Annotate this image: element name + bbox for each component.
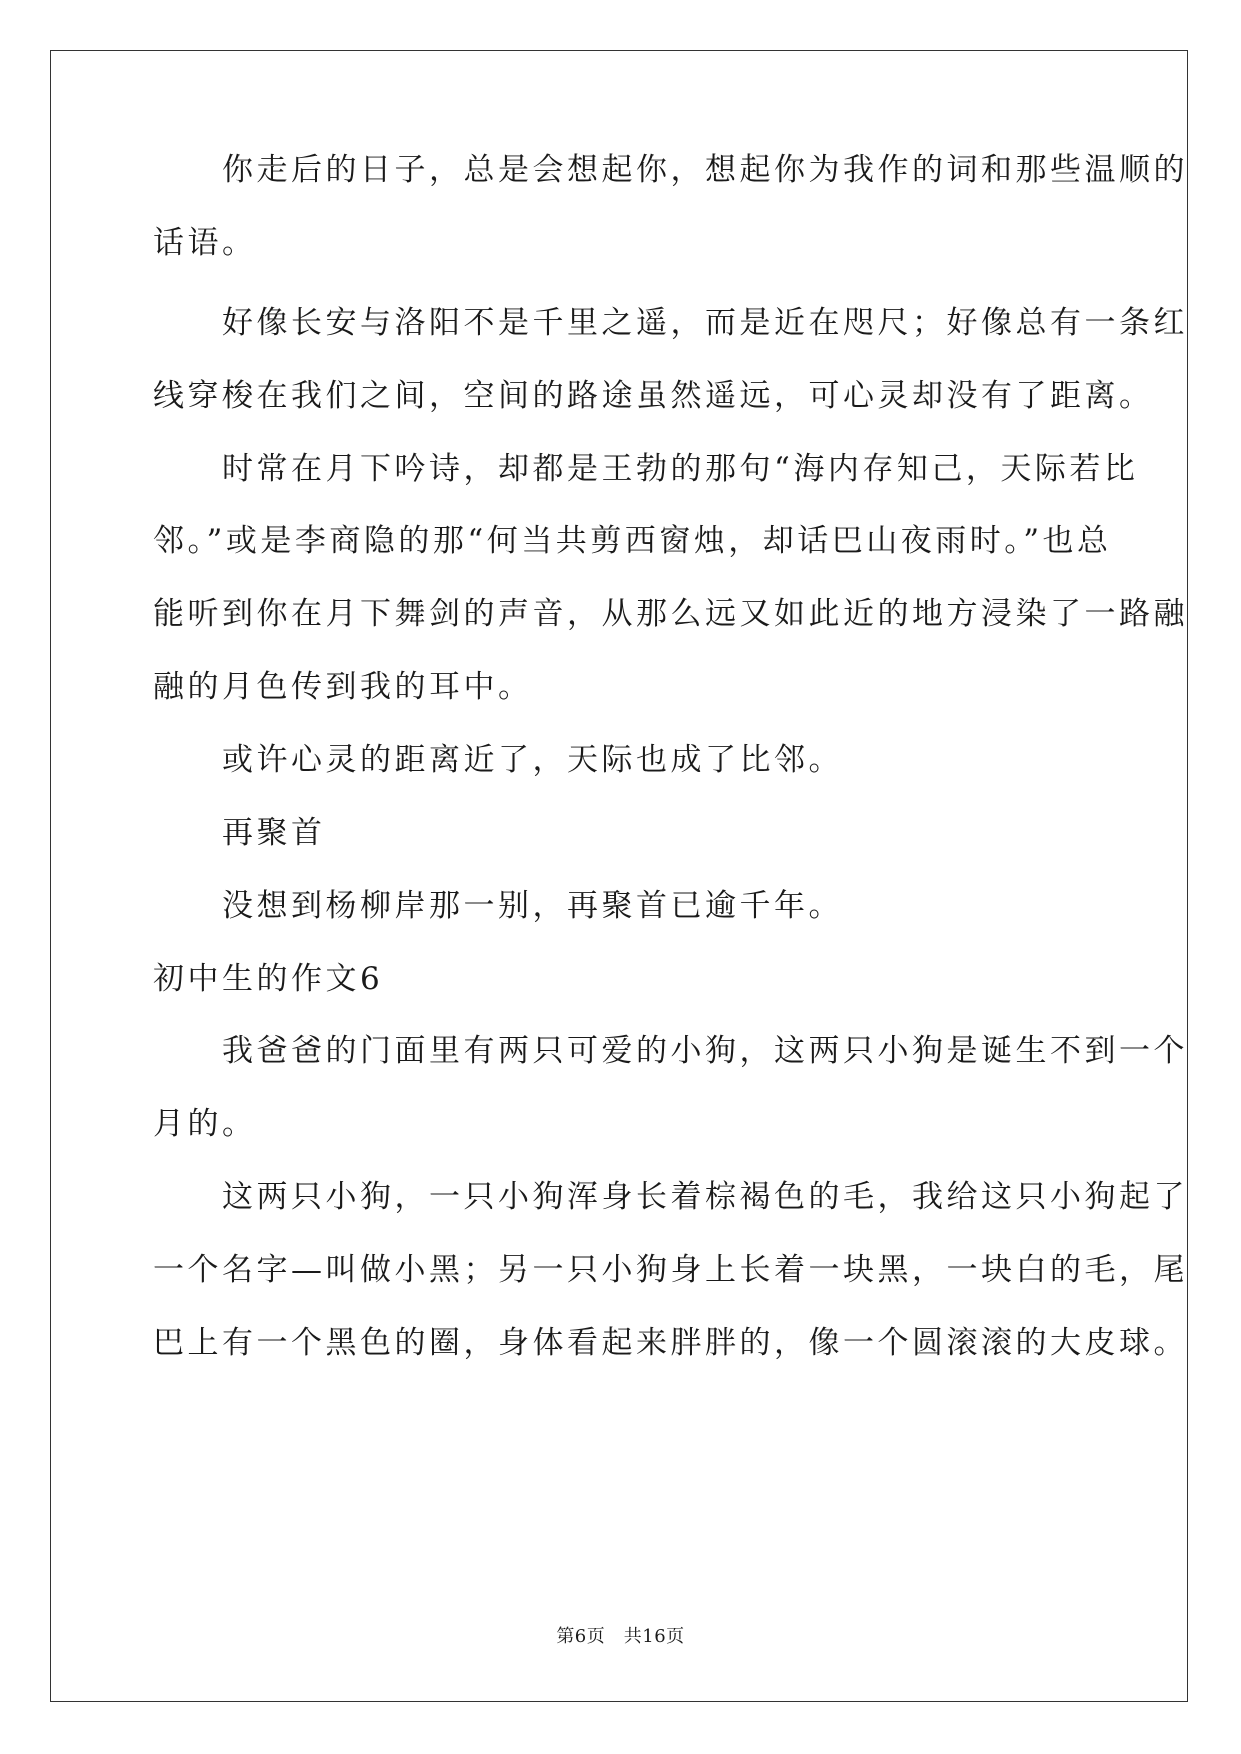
text-line: 时常在月下吟诗，却都是王勃的那句“海内存知己，天际若比 [153, 451, 1139, 487]
page-number: 第6页 共16页 [556, 1626, 685, 1647]
text-line: 巴上有一个黑色的圈，身体看起来胖胖的，像一个圆滚滚的大皮球。 [153, 1325, 1188, 1361]
text-line: 好像长安与洛阳不是千里之遥，而是近在咫尺；好像总有一条红 [153, 305, 1188, 341]
text-line: 月的。 [153, 1106, 257, 1142]
page-footer [0, 1622, 1241, 1648]
text-line: 线穿梭在我们之间，空间的路途虽然遥远，可心灵却没有了距离。 [153, 378, 1154, 414]
section-heading: 再聚首 [153, 815, 326, 851]
text-line: 一个名字—叫做小黑；另一只小狗身上长着一块黑，一块白的毛，尾 [153, 1252, 1188, 1288]
text-line: 你走后的日子，总是会想起你，想起你为我作的词和那些温顺的 [153, 152, 1188, 188]
text-line: 能听到你在月下舞剑的声音，从那么远又如此近的地方浸染了一路融 [153, 596, 1188, 632]
text-line: 融的月色传到我的耳中。 [153, 669, 533, 705]
essay-title: 初中生的作文6 [153, 961, 384, 997]
text-line: 邻。”或是李商隐的那“何当共剪西窗烛，却话巴山夜雨时。”也总 [153, 523, 1112, 559]
text-line: 话语。 [153, 225, 257, 261]
text-line: 我爸爸的门面里有两只可爱的小狗，这两只小狗是诞生不到一个 [153, 1033, 1188, 1069]
text-line: 没想到杨柳岸那一别，再聚首已逾千年。 [153, 888, 843, 924]
text-line: 这两只小狗，一只小狗浑身长着棕褐色的毛，我给这只小狗起了 [153, 1179, 1188, 1215]
text-line: 或许心灵的距离近了，天际也成了比邻。 [153, 742, 843, 778]
